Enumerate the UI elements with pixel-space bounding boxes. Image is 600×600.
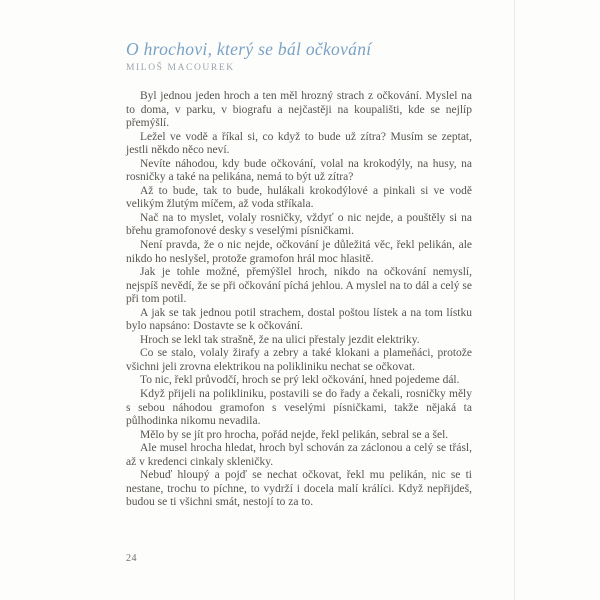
story-paragraph: Až to bude, tak to bude, hulákali krokodýlové a pinkali si ve vodě velikým žlutým míčem, až voda stříkala. — [126, 184, 472, 211]
story-paragraph: To nic, řekl průvodčí, hroch se prý lekl očkování, hned pojedeme dál. — [140, 374, 460, 387]
story-paragraph: Hroch se lekl tak strašně, že na ulici přestaly jezdit elektriky. — [140, 333, 420, 346]
story-paragraph: Ležel ve vodě a říkal si, co když to bude už zítra? Musím se zeptat, jestli někdo něco neví. — [126, 130, 472, 157]
story-paragraph: Byl jednou jeden hroch a ten měl hrozný strach z očkování. Myslel na to doma, v parku, v biografu a nejčastěji na koupališti, kde se nejlíp přemýšlí. — [126, 90, 472, 130]
story-paragraph: Není pravda, že o nic nejde, očkování je důležitá věc, řekl pelikán, ale nikdo ho neslyšel, protože gramofon hrál moc hlasitě. — [126, 239, 472, 265]
story-paragraph: Jak je tohle možné, přemýšlel hroch, nikdo na očkování nemyslí, nejspíš nevědí, že se při očkování píchá jehlou. A myslel na to dál a celý se při tom potil. — [126, 266, 472, 306]
story-body — [126, 90, 472, 510]
story-paragraph: A jak se tak jednou potil strachem, dostal poštou lístek a na tom lístku bylo napsáno: Dostavte se k očkování. — [126, 306, 472, 333]
story-paragraph: Když přijeli na polikliniku, postavili se do řady a čekali, rosničky měly s sebou náhodou gramofon s veselými písničkami, takže nějaká ta půlhodinka nikomu nevadila. — [126, 388, 472, 428]
story-paragraph: Co se stalo, volaly žirafy a zebry a také klokani a plameňáci, protože všichni jeli zrovna elektrikou na polikliniku nechat se očkovat. — [126, 347, 472, 373]
story-paragraph: Nač na to myslet, volaly rosničky, vždyť o nic nejde, a pouštěly si na břehu gramofonové desky s veselými písničkami. — [126, 211, 472, 238]
page-edge-line — [514, 0, 515, 600]
story-paragraph: Nevíte náhodou, kdy bude očkování, volal na krokodýly, na husy, na rosničky a také na pelikána, nemá to být už zítra? — [126, 157, 472, 184]
story-title: O hrochovi, který se bál očkování — [126, 39, 372, 59]
story-paragraph: Mělo by se jít pro hrocha, pořád nejde, řekl pelikán, sebral se a šel. — [140, 428, 449, 441]
story-paragraph: Nebuď hloupý a pojď se nechat očkovat, řekl mu pelikán, nic se ti nestane, trochu to píchne, to vydrží i docela malí králíci. Když nepřijdeš, budou se ti všichni smát, nestojí to za to. — [126, 469, 472, 509]
story-author: MILOŠ MACOUREK — [126, 63, 235, 73]
page-content — [126, 39, 472, 510]
page-number: 24 — [126, 553, 137, 564]
story-paragraph: Ale musel hrocha hledat, hroch byl schován za záclonou a celý se třásl, až v kredenci cinkaly skleničky. — [126, 442, 472, 468]
